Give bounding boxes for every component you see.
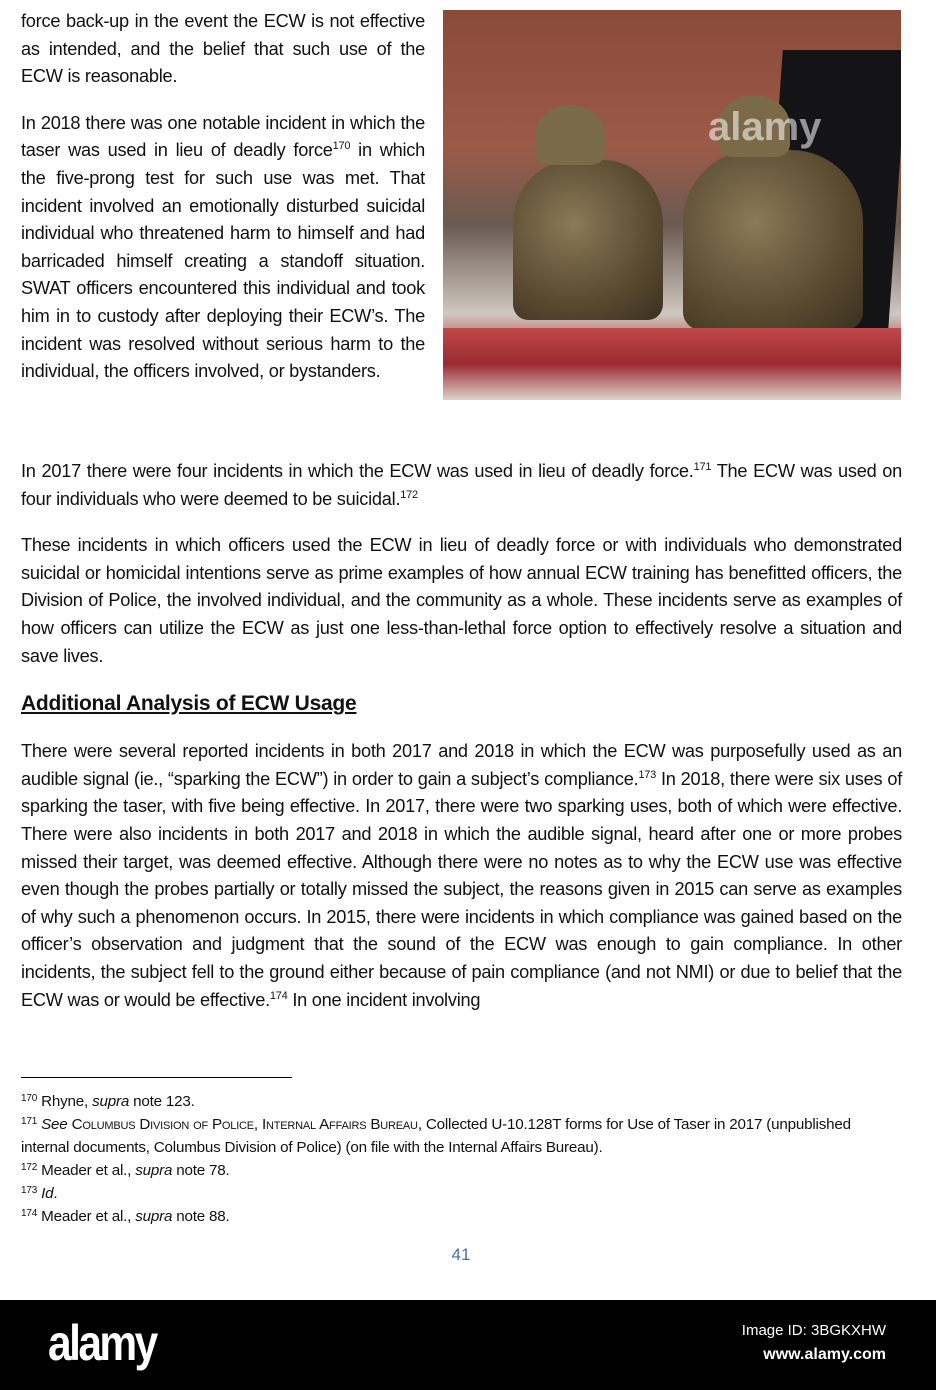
alamy-logo: alamy [48, 1315, 156, 1371]
text: . [53, 1185, 58, 1202]
swat-officers-photo [443, 10, 901, 400]
red-car [443, 328, 901, 400]
paragraph [21, 458, 902, 513]
text: In 2018 there was one notable incident in which the taser was used in lieu of deadly force [21, 112, 425, 161]
text: Meader et al., [41, 1162, 136, 1179]
text: There were several reported incidents in both 2017 and 2018 in which the ECW was purposefully used as an audible signal (ie., “sparking the ECW”) in order to gain a subject’s compliance. [21, 741, 902, 789]
text: Rhyne, [41, 1093, 93, 1110]
watermark-footer-bar [0, 1300, 936, 1390]
footnote-number: 172 [21, 1162, 38, 1173]
officer-figure [683, 150, 863, 330]
officer-figure [513, 160, 663, 320]
text: note 78. [172, 1162, 230, 1179]
text: note 88. [172, 1208, 230, 1225]
text: In 2018, there were six uses of sparking the taser, with five being effective. In 2017, there were two sparking uses, both of which were effective. There were also incidents in both 2017 and 2018 in which the audible signal, heard after one or more probes missed their target, was deemed effective. Although there were no notes as to why the ECW use was effective even though the probes partially or totally missed the subject, the reasons given in 2015 can serve as examples of why such a phenomenon occurs. In 2015, there were incidents in which compliance was gained based on the officer’s observation and judgment that the sound of the ECW was enough to gain compliance. In other incidents, the subject fell to the ground either because of pain compliance (and not NMI) or due to belief that the ECW was or would be effective. [21, 768, 902, 1010]
italic-text: Id [41, 1185, 54, 1202]
text: In one incident involving [287, 989, 481, 1010]
italic-text: supra [135, 1162, 173, 1179]
italic-text: supra [135, 1208, 173, 1225]
paragraph: These incidents in which officers used the ECW in lieu of deadly force or with individuals who demonstrated suicidal or homicidal intentions serve as prime examples of how annual ECW training has benefitted officers, the Division of Police, the involved individual, and the community as a whole. These incidents serve as examples of how officers can utilize the ECW as just one less-than-lethal force option to effectively resolve a situation and save lives. [21, 535, 902, 666]
text: The ECW was used on four individuals who were deemed to be suicidal. [21, 461, 902, 509]
text: In 2017 there were four incidents in which the ECW was used in lieu of deadly force. [21, 461, 694, 481]
main-text [21, 458, 902, 1033]
paragraph [21, 738, 902, 1014]
paragraph: force back-up in the event the ECW is not effective as intended, and the belief that such use of the ECW is reasonable. [21, 11, 425, 87]
text: note 123. [129, 1093, 195, 1110]
footnote-ref[interactable]: 172 [400, 488, 418, 501]
footnote-divider [21, 1077, 292, 1078]
footnote-ref[interactable]: 170 [332, 140, 351, 153]
watermark: alamy [708, 105, 822, 149]
paragraph [21, 110, 425, 386]
small-caps-text: Columbus Division of Police, Internal Affairs Bureau [67, 1116, 418, 1133]
section-heading: Additional Analysis of ECW Usage [21, 692, 357, 716]
text: in which the five-prong test for such use was met. That incident involved an emotionally disturbed suicidal individual who threatened harm to himself and had barricaded himself creating a standoff situation. SWAT officers encountered this individual and took him in to custody after deploying their ECW’s. The incident was resolved without serious harm to the individual, the officers involved, or bystanders. [21, 140, 425, 382]
page-number: 41 [451, 1245, 471, 1264]
footnote-ref[interactable]: 174 [269, 989, 288, 1002]
footnote-number: 170 [21, 1093, 38, 1104]
text: , Collected U-10.128T forms for Use of Taser in 2017 (unpublished internal documents, Columbus Division of Police) (on file with the Internal Affairs Bureau). [21, 1116, 851, 1156]
italic-text: supra [92, 1093, 130, 1110]
image-id: Image ID: 3BGKXHW [741, 1322, 886, 1339]
footnote-number: 171 [21, 1116, 38, 1127]
text: Meader et al., [41, 1208, 136, 1225]
footnote [21, 1159, 901, 1182]
footnote [21, 1182, 901, 1205]
site-link[interactable]: www.alamy.com [763, 1346, 886, 1363]
italic-text: See [41, 1116, 68, 1133]
footnotes [21, 1090, 901, 1228]
footnote-number: 174 [21, 1208, 38, 1219]
footnote [21, 1113, 901, 1159]
footnote [21, 1090, 901, 1113]
footnote-ref[interactable]: 171 [693, 461, 712, 473]
footnote [21, 1205, 901, 1228]
footnote-ref[interactable]: 173 [638, 768, 657, 781]
left-column-text [21, 8, 425, 405]
footnote-number: 173 [21, 1185, 38, 1196]
helmet [535, 105, 605, 165]
